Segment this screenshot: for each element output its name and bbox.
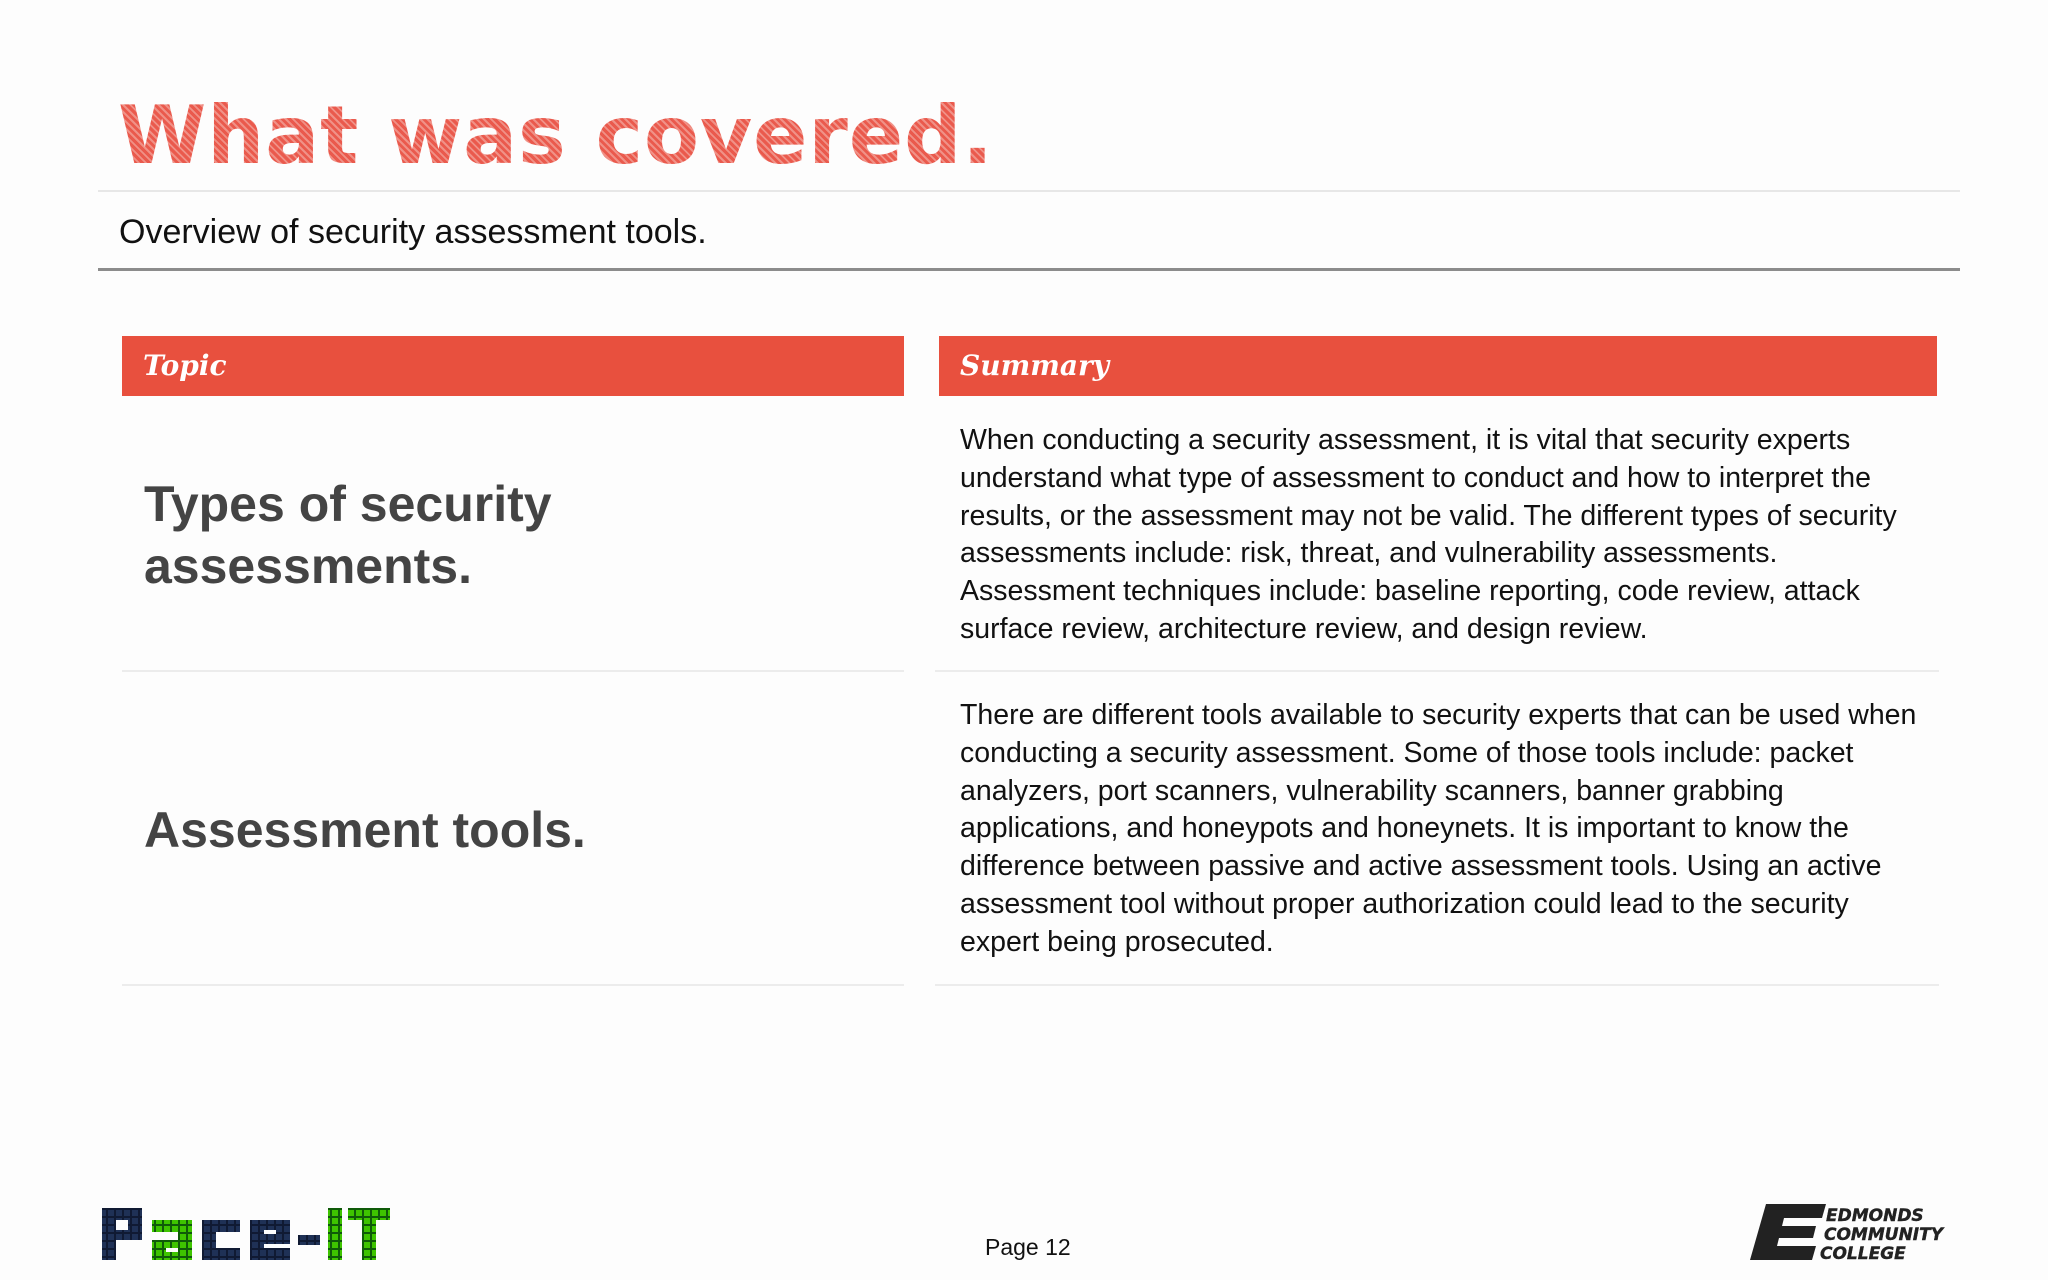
pace-it-logo-icon	[100, 1202, 392, 1262]
edmonds-community-college-logo	[1748, 1202, 1958, 1267]
subtitle-divider	[98, 268, 1960, 271]
edmonds-community-college-logo-icon	[1748, 1202, 1958, 1262]
slide-title: What was covered.	[118, 89, 994, 182]
summary-cell: When conducting a security assessment, it is vital that security experts understand what type of assessment to conduct and how to interpret the results, or the assessment may not be valid. The different types of security assessments include: risk, threat, and vulnerability assessments. Assessment techniques include: baseline reporting, code review, attack surface review, architecture review, and design review.	[960, 424, 1897, 645]
topic-text	[144, 473, 552, 597]
topic-cell	[144, 770, 884, 890]
college-name-line: EDMONDS	[1826, 1206, 1924, 1226]
table-header-topic: Topic	[122, 336, 904, 396]
topic-line: assessments.	[144, 538, 473, 594]
row-divider	[935, 670, 1939, 672]
topic-line: Types of security	[144, 476, 552, 532]
row-divider	[122, 984, 904, 986]
row-divider	[122, 670, 904, 672]
summary-cell: There are different tools available to security experts that can be used when conducting a security assessment. Some of those tools include: packet analyzers, port scanners, vulnerability scanners, banner grabbing applications, and honeypots and honeynets. It is important to know the difference between passive and active assessment tools. Using an active assessment tool without proper authorization could lead to the security expert being prosecuted.	[960, 699, 1917, 958]
table-header-summary: Summary	[939, 336, 1937, 396]
page-number: Page 12	[985, 1234, 1071, 1260]
topic-line: Assessment tools.	[144, 802, 586, 858]
topic-cell	[144, 440, 884, 630]
topic-text	[144, 799, 586, 861]
row-divider	[935, 984, 1939, 986]
college-name-line: COMMUNITY	[1824, 1225, 1944, 1245]
college-name-line: COLLEGE	[1820, 1244, 1906, 1262]
title-divider	[98, 190, 1960, 192]
pace-it-logo	[100, 1202, 392, 1267]
slide-subtitle: Overview of security assessment tools.	[119, 213, 707, 251]
